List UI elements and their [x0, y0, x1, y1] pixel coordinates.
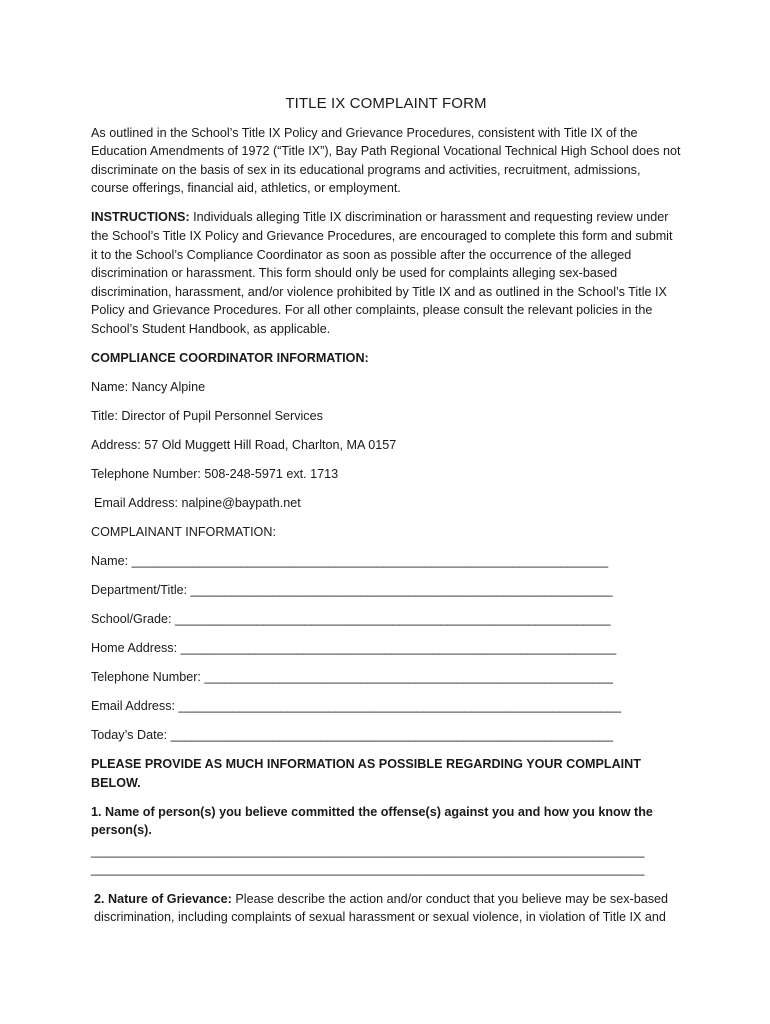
- question-1-text: 1. Name of person(s) you believe committed the offense(s) against you and how you know the person(s).: [91, 804, 653, 838]
- complainant-date-field[interactable]: [91, 726, 681, 745]
- field-blank-line[interactable]: ________________________________________________________________: [175, 612, 611, 627]
- intro-paragraph: As outlined in the School’s Title IX Policy and Grievance Procedures, consistent with Title IX of the Education Amendments of 1972 (“Title IX”), Bay Path Regional Vocational Technical High School does not discriminate on the basis of sex in its educational programs and activities, recruitment, admissions, course offerings, financial aid, athletics, or employment.: [91, 125, 681, 196]
- complaint-form-page: [91, 95, 681, 937]
- form-title: TITLE IX COMPLAINT FORM: [285, 95, 487, 112]
- complainant-email-field[interactable]: [91, 697, 681, 716]
- complainant-department-field[interactable]: [91, 581, 681, 600]
- field-blank-line[interactable]: _________________________________________________________________: [170, 728, 613, 743]
- provide-info-heading: PLEASE PROVIDE AS MUCH INFORMATION AS POSSIBLE REGARDING YOUR COMPLAINT BELOW.: [91, 757, 641, 790]
- question-2-paragraph: [91, 890, 681, 927]
- question-2-text: Please describe the action and/or conduct that you believe may be sex-based discrimination, including complaints of sexual harassment or sexual violence, in violation of Title IX and: [94, 891, 669, 925]
- instructions-label: INSTRUCTIONS:: [91, 210, 190, 225]
- complainant-name-field[interactable]: [91, 552, 681, 571]
- field-label: Name:: [91, 554, 132, 569]
- complainant-telephone-field[interactable]: [91, 668, 681, 687]
- field-label: Home Address:: [91, 641, 181, 656]
- coordinator-heading: COMPLIANCE COORDINATOR INFORMATION:: [91, 351, 369, 366]
- field-blank-line[interactable]: ____________________________________________________________: [204, 670, 613, 685]
- coordinator-telephone: Telephone Number: 508-248-5971 ext. 1713: [91, 467, 339, 482]
- field-label: Today’s Date:: [91, 728, 171, 743]
- question-1-answer-line[interactable]: _______________________________________________________________________________: [91, 843, 645, 858]
- complainant-home-address-field[interactable]: [91, 639, 681, 658]
- field-label: School/Grade:: [91, 612, 176, 627]
- coordinator-name: Name: Nancy Alpine: [91, 380, 206, 395]
- instructions-paragraph: [91, 208, 681, 338]
- complainant-heading: COMPLAINANT INFORMATION:: [91, 525, 276, 540]
- field-blank-line[interactable]: _________________________________________________________________: [178, 699, 621, 714]
- complainant-school-grade-field[interactable]: [91, 610, 681, 629]
- field-blank-line[interactable]: ______________________________________________________________________: [131, 554, 608, 569]
- field-label: Department/Title:: [91, 583, 191, 598]
- field-label: Telephone Number:: [91, 670, 205, 685]
- field-label: Email Address:: [91, 699, 179, 714]
- field-blank-line[interactable]: ________________________________________________________________: [180, 641, 617, 656]
- instructions-text: Individuals alleging Title IX discrimination or harassment and requesting review under the School’s Title IX Policy and Grievance Procedures, are encouraged to complete this form and submit it to the School’s Compliance Coordinator as soon as possible after the occurrence of the alleged discrimination or harassment. This form should only be used for complaints alleging sex-based discrimination, harassment, and/or violence prohibited by Title IX and as outlined in the School’s Title IX Policy and Grievance Procedures. For all other complaints, please consult the relevant policies in the School’s Student Handbook, as applicable.: [91, 210, 673, 337]
- question-2-label: 2. Nature of Grievance:: [94, 891, 232, 906]
- coordinator-address: Address: 57 Old Muggett Hill Road, Charlton, MA 0157: [91, 438, 397, 453]
- question-1-answer-line[interactable]: _______________________________________________________________________________: [91, 862, 645, 877]
- coordinator-email: Email Address: nalpine@baypath.net: [94, 496, 301, 511]
- coordinator-title: Title: Director of Pupil Personnel Services: [91, 409, 323, 424]
- field-blank-line[interactable]: ______________________________________________________________: [190, 583, 613, 598]
